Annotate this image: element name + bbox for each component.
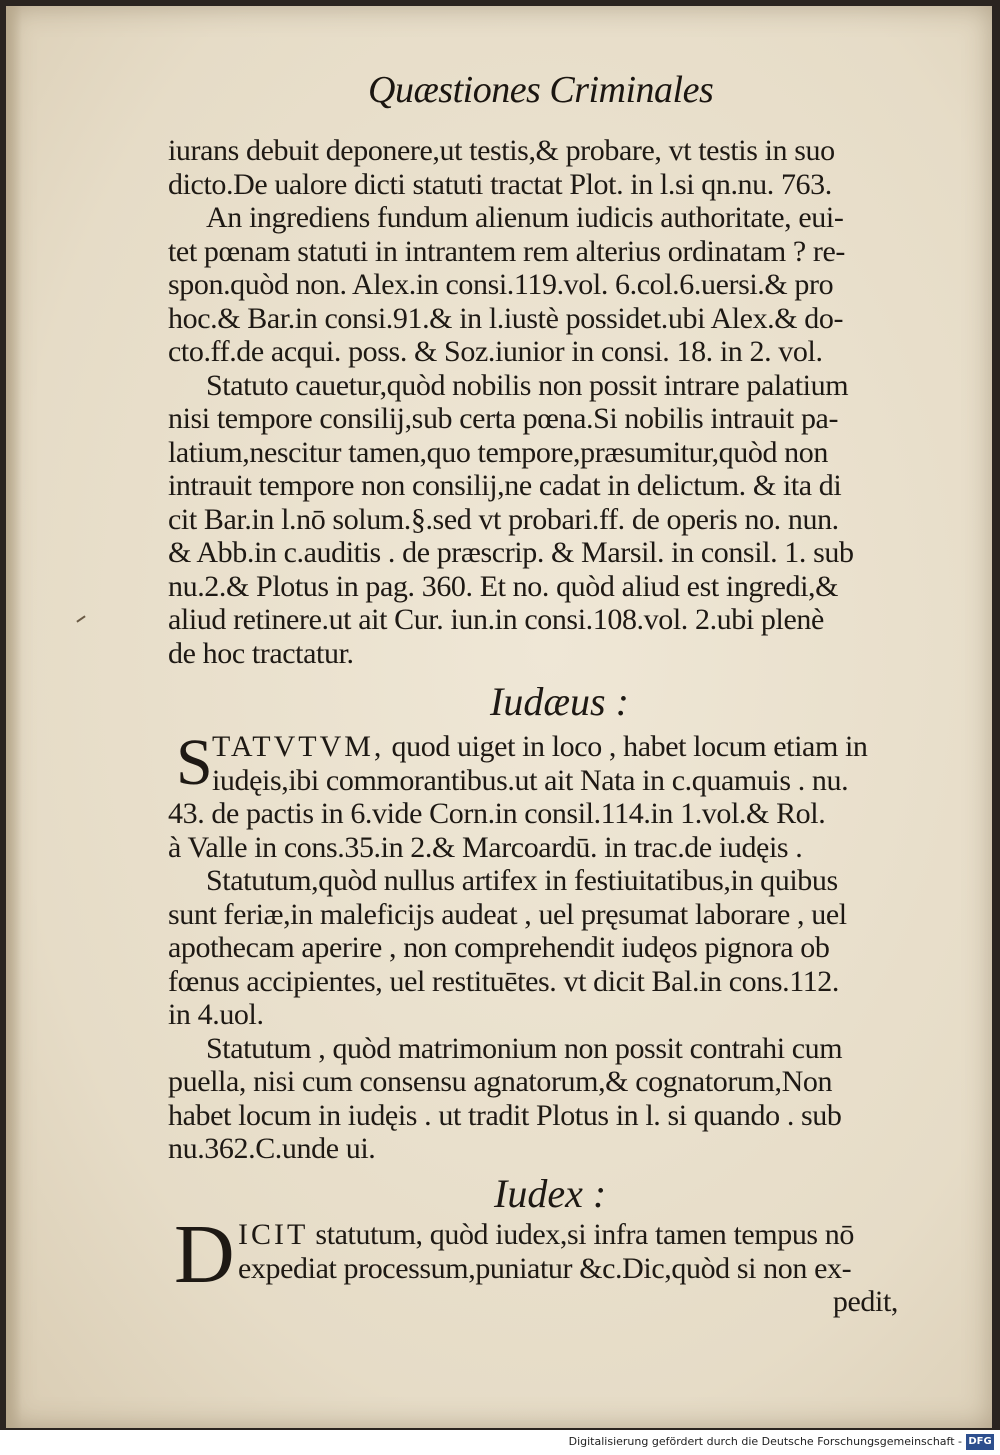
text-line: in 4.uol. xyxy=(168,998,264,1031)
text-line: spon.quòd non. Alex.in consi.119.vol. 6.col.6.uersi.& pro xyxy=(168,268,834,301)
text-line: nu.362.C.unde ui. xyxy=(168,1132,376,1165)
funding-credit: Digitalisierung gefördert durch die Deutsche Forschungsgemeinschaft - xyxy=(568,1435,962,1448)
text-line: habet locum in iudęis . ut tradit Plotus in l. si quando . sub xyxy=(168,1098,842,1132)
text-line: sunt feriæ,in maleficijs audeat , uel pręsumat laborare , uel xyxy=(168,897,847,931)
text-line: 43. de pactis in 6.vide Corn.in consil.114.in 1.vol.& Rol. xyxy=(168,797,826,830)
text-line: An ingrediens fundum alienum iudicis authoritate, eui- xyxy=(206,201,844,234)
text-line: tet pœnam statuti in intrantem rem alterius ordinatam ? re- xyxy=(168,234,846,268)
text-line: aliud retinere.ut ait Cur. iun.in consi.108.vol. 2.ubi plenè xyxy=(168,603,824,636)
text-line: & Abb.in c.auditis . de præscrip. & Marsil. in consil. 1. sub xyxy=(168,536,854,569)
text-line: nisi tempore consilij,sub certa pœna.Si nobilis intrauit pa- xyxy=(168,402,839,435)
margin-mark xyxy=(76,615,85,622)
catchword: pedit, xyxy=(832,1285,898,1318)
text-line: iudęis,ibi commorantibus.ut ait Nata in c.quamuis . nu. xyxy=(212,763,849,797)
text-line: intrauit tempore non consilij,ne cadat in delictum. & ita di xyxy=(168,469,842,502)
text-block-3 xyxy=(168,1208,938,1319)
dropcap-d: D xyxy=(174,1208,235,1301)
text-line: nu.2.& Plotus in pag. 360. Et no. quòd aliud est ingredi,& xyxy=(168,569,839,603)
text-line: à Valle in cons.35.in 2.& Marcoardū. in trac.de iudęis . xyxy=(168,830,803,864)
first-word: TATVTVM, xyxy=(212,730,385,763)
text-line: cit Bar.in l.nō solum.§.sed vt probari.ff. de operis no. nun. xyxy=(168,502,839,536)
line-rest: quod uiget in loco , habet locum etiam in xyxy=(384,730,868,763)
text-block-1 xyxy=(168,134,938,670)
section-title-iudex: Iudex : xyxy=(494,1171,607,1216)
dropcap-s: S xyxy=(176,726,213,799)
section-title-iudaeus: Iudæus : xyxy=(490,679,629,724)
text-line: expediat processum,puniatur &c.Dic,quòd si non ex- xyxy=(238,1251,852,1285)
text-line: Statutum , quòd matrimonium non possit contrahi cum xyxy=(206,1031,843,1065)
text-line: apothecam aperire , non comprehendit iudęos pignora ob xyxy=(168,931,830,964)
text-line: puella, nisi cum consensu agnatorum,& cognatorum,Non xyxy=(168,1065,833,1098)
text-line: dicto.De ualore dicti statuti tractat Plot. in l.si qn.nu. 763. xyxy=(168,167,832,201)
text-line: cto.ff.de acqui. poss. & Soz.iunior in consi. 18. in 2. vol. xyxy=(168,335,823,368)
text-line-first xyxy=(168,1218,938,1252)
text-line: de hoc tractatur. xyxy=(168,636,354,670)
line-rest: statutum, quòd iudex,si infra tamen tempus nō xyxy=(308,1218,855,1251)
text-line: Statuto cauetur,quòd nobilis non possit intrare palatium xyxy=(206,368,849,402)
text-block-2 xyxy=(168,730,938,1166)
text-line: Statutum,quòd nullus artifex in festiuitatibus,in quibus xyxy=(206,864,838,897)
text-line: iurans debuit deponere,ut testis,& probare, vt testis in suo xyxy=(168,134,835,167)
running-title: Quæstiones Criminales xyxy=(368,69,714,111)
text-line: hoc.& Bar.in consi.91.& in l.iustè possidet.ubi Alex.& do- xyxy=(168,301,844,335)
page-gutter-shadow xyxy=(6,6,22,1428)
text-line-first xyxy=(168,730,938,764)
text-line: fœnus accipientes, uel restituētes. vt dicit Bal.in cons.112. xyxy=(168,964,839,998)
footer-bar xyxy=(0,1430,1000,1455)
text-line: latium,nescitur tamen,quo tempore,præsumitur,quòd non xyxy=(168,435,828,469)
book-page xyxy=(6,6,992,1428)
first-word: ICIT xyxy=(238,1218,309,1251)
dfg-logo: DFG xyxy=(966,1434,994,1450)
